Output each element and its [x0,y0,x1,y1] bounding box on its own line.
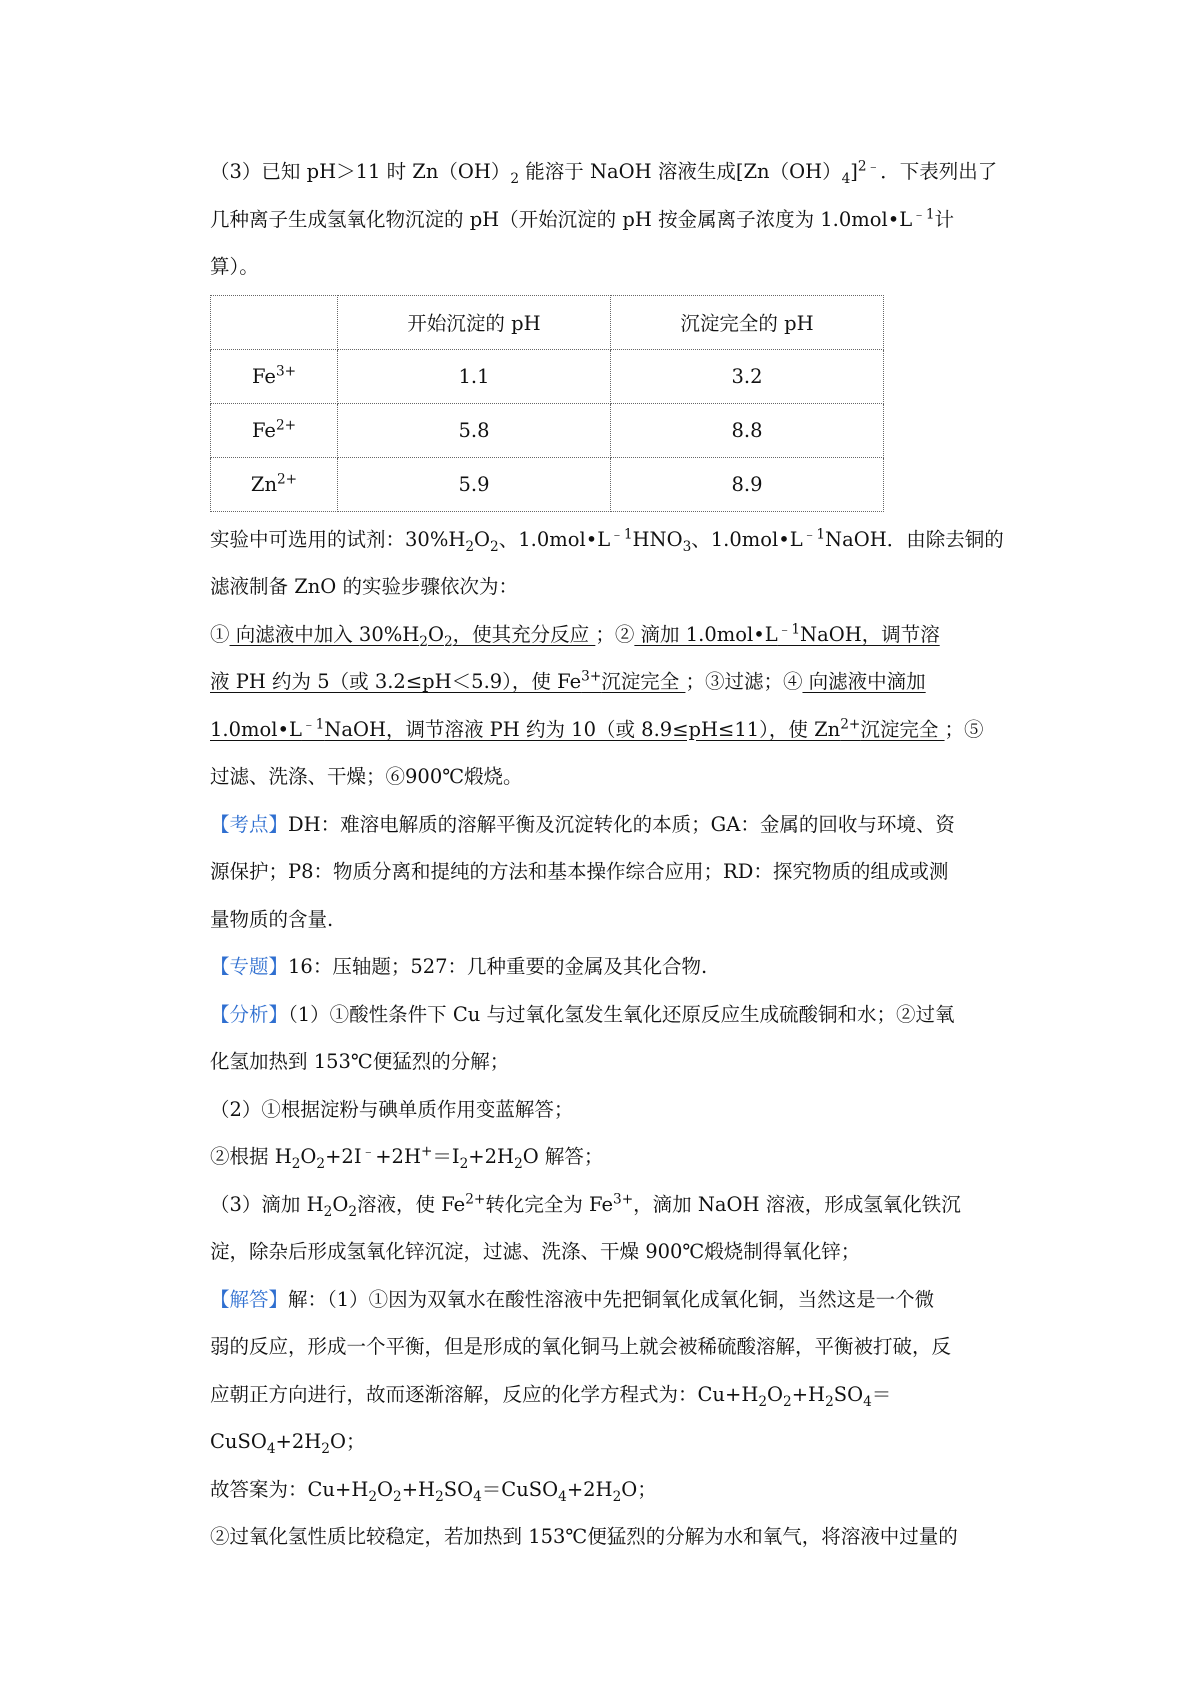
ion-charge: 2+ [277,471,298,487]
subscript: 2 [323,1203,333,1220]
subscript: 4 [558,1488,567,1505]
fenxi-line-1 [210,991,1022,1039]
superscript: 3+ [581,668,602,685]
text: ；⑤ [944,717,984,741]
superscript: + [420,1143,433,1160]
jieda-line-3 [210,1371,1022,1419]
kaodian-line-3 [210,896,1022,944]
subscript: 2 [419,633,428,650]
text: +2H [275,1430,322,1453]
start-ph-cell: 1.1 [338,349,611,403]
ion-symbol: Fe [251,364,276,388]
subscript: 2 [459,1155,469,1172]
ion-cell [211,457,338,511]
steps-line-4 [210,753,1022,801]
text: 过滤、洗涤、干燥；⑥900℃煅烧。 [210,765,523,788]
text: ．下表列出了 [880,160,998,183]
text: 故答案为：Cu+H [210,1477,369,1501]
superscript: 2+ [465,1191,486,1207]
superscript: ﹣1 [777,621,801,637]
text: 转化完全为 Fe [485,1192,614,1216]
text: O [377,1477,394,1501]
subscript: 2 [321,1440,330,1457]
subscript: 2 [490,538,499,555]
subscript: 2 [825,1393,834,1410]
fenxi-line-3 [210,1086,1022,1134]
subscript: 2 [368,1488,378,1505]
text: +2H [468,1145,515,1168]
text: 沉淀完全 [860,717,945,741]
jieda-line-2 [210,1323,1022,1371]
superscript: ﹣1 [802,526,826,542]
subscript: 2 [316,1155,326,1172]
section-tag: 【分析】 [210,1002,289,1026]
text: （2）①根据淀粉与碘单质作用变蓝解答； [210,1097,574,1121]
reagents-line-1 [210,516,1022,564]
text: +H [791,1382,826,1406]
text: 几种离子生成氢氧化物沉淀的 pH（开始沉淀的 pH 按金属离子浓度为 1.0mol•L [210,207,913,231]
fenxi-line-4 [210,1133,1022,1181]
text: 滤液制备 ZnO 的实验步骤依次为： [210,575,518,598]
ion-charge: 2+ [275,417,297,433]
text: 向滤液中加入 30%H [229,622,420,646]
text: （3）已知 pH＞11 时 Zn（OH） [210,160,511,183]
superscript: ﹣ [361,1143,376,1160]
subscript: 2 [514,1155,523,1172]
subscript: 4 [266,1440,276,1457]
intro-line-1 [210,148,1022,196]
kaodian-line-2 [210,848,1022,896]
start-ph-cell: 5.8 [338,403,611,457]
text: ②根据 H [210,1145,292,1168]
text: 实验中可选用的试剂：30%H [210,527,466,551]
zhuanti-line [210,943,1022,991]
jieda-line-4 [210,1418,1022,1466]
text: +2H [375,1145,421,1168]
text: 16：压轴题；527：几种重要的金属及其化合物. [288,955,708,978]
text: ＝I [432,1145,460,1168]
text: ，滴加 NaOH 溶液，形成氢氧化铁沉 [633,1192,961,1216]
text: O； [329,1430,366,1453]
fenxi-line-5 [210,1181,1022,1229]
subscript: 2 [348,1203,357,1220]
section-tag: 【解答】 [210,1287,289,1311]
table-header-cell [211,295,338,349]
superscript: 2﹣ [857,158,881,175]
subscript: 2 [435,1488,444,1505]
answer-blank [229,622,596,650]
intro-line-2 [210,196,1022,244]
text: ，使其充分反应 [452,622,596,646]
text: （3）滴加 H [210,1192,324,1216]
subscript: 2 [510,170,520,187]
document-page [210,148,1022,1561]
section-tag: 【考点】 [210,812,289,836]
reagents-line-2 [210,563,1022,611]
text: O [427,622,444,646]
text: 应朝正方向进行，故而逐渐溶解，反应的化学方程式为：Cu+H [210,1382,759,1406]
table-row [211,349,884,403]
text: NaOH，调节溶液 PH 约为 10（或 8.9≤pH≤11），使 Zn [324,717,841,741]
text: O 解答； [522,1145,604,1168]
text: 计 [934,207,955,231]
text: O [474,527,491,551]
text: 滴加 1.0mol•L [634,622,778,646]
section-tag: 【专题】 [210,955,289,978]
text: +2I [325,1145,362,1168]
kaodian-line-1 [210,801,1022,849]
answer-blank [210,670,685,693]
text: CuSO [210,1430,267,1453]
table-header-cell: 沉淀完全的 pH [611,295,884,349]
text: ① [210,622,230,646]
jieda-line-1 [210,1276,1022,1324]
text: ＝ [871,1382,892,1406]
text: ；③过滤；④ [685,670,803,693]
text: O [332,1192,349,1216]
text: 、1.0mol•L [498,527,611,551]
text: ＝CuSO [481,1477,559,1501]
text: 沉淀完全 [601,670,686,693]
ion-cell [211,349,338,403]
superscript: 3+ [613,1191,634,1207]
text: O； [621,1477,657,1501]
subscript: 2 [465,538,475,555]
text: ；② [595,622,635,646]
subscript: 2 [291,1155,301,1172]
text: NaOH．由除去铜的 [825,527,1004,551]
text: 化氢加热到 153℃便猛烈的分解； [210,1050,510,1073]
superscript: ﹣1 [610,526,633,542]
subscript: 2 [393,1488,402,1505]
fenxi-line-6 [210,1228,1022,1276]
subscript: 4 [841,170,851,187]
text: 源保护；P8：物质分离和提纯的方法和基本操作综合应用；RD：探究物质的组成或测 [210,860,949,883]
intro-line-3 [210,243,1022,291]
ion-cell [211,403,338,457]
text: 算）。 [210,255,259,278]
steps-line-2 [210,658,1022,706]
text: 液 PH 约为 5（或 3.2≤pH＜5.9），使 Fe [210,670,582,693]
subscript: 4 [473,1488,482,1505]
steps-line-3 [210,706,1022,754]
complete-ph-cell: 8.8 [611,403,884,457]
jieda-line-5 [210,1466,1022,1514]
text: +2H [566,1477,613,1501]
answer-blank [634,623,939,646]
ph-table [210,295,884,512]
text: 解：（1）①因为双氧水在酸性溶液中先把铜氧化成氧化铜，当然这是一个微 [288,1287,935,1311]
answer-blank: 向滤液中滴加 [802,670,926,693]
text: O [767,1382,784,1406]
answer-blank [210,718,945,741]
steps-line-1 [210,611,1022,659]
text: SO [833,1382,864,1406]
complete-ph-cell: 3.2 [611,349,884,403]
jieda-line-6 [210,1513,1022,1561]
text: NaOH，调节溶 [800,622,940,646]
table-row [211,457,884,511]
text: 1.0mol•L [210,717,302,741]
superscript: 2+ [840,716,861,732]
text: HNO [632,527,683,551]
text: 淀，除杂后形成氢氧化锌沉淀，过滤、洗涤、干燥 900℃煅烧制得氧化锌； [210,1240,861,1263]
text: 量物质的含量. [210,907,334,931]
fenxi-line-2 [210,1038,1022,1086]
text: 能溶于 NaOH 溶液生成[Zn（OH） [519,160,842,183]
ion-symbol: Fe [251,418,276,442]
complete-ph-cell: 8.9 [611,457,884,511]
subscript: 2 [758,1393,768,1410]
text: SO [443,1477,474,1501]
table-row [211,403,884,457]
superscript: ﹣1 [912,206,935,222]
text: DH：难溶电解质的溶解平衡及沉淀转化的本质；GA：金属的回收与环境、资 [288,812,955,836]
subscript: 2 [443,633,453,650]
ion-symbol: Zn [250,472,277,496]
subscript: 2 [783,1393,792,1410]
text: 、1.0mol•L [691,527,803,551]
subscript: 4 [863,1393,872,1410]
text: （1）①酸性条件下 Cu 与过氧化氢发生氧化还原反应生成硫酸铜和水；②过氧 [288,1002,955,1026]
start-ph-cell: 5.9 [338,457,611,511]
text: O [300,1145,317,1168]
superscript: ﹣1 [301,716,325,732]
table-header-row [211,295,884,349]
text: ] [850,160,858,183]
text: +H [401,1477,436,1501]
ion-charge: 3+ [275,363,297,379]
text: ②过氧化氢性质比较稳定，若加热到 153℃便猛烈的分解为水和氧气，将溶液中过量的 [210,1525,958,1548]
subscript: 2 [612,1488,622,1505]
text: 溶液，使 Fe [357,1192,466,1216]
text: 弱的反应，形成一个平衡，但是形成的氧化铜马上就会被稀硫酸溶解，平衡被打破，反 [210,1335,952,1358]
table-header-cell: 开始沉淀的 pH [338,295,611,349]
subscript: 3 [682,538,692,555]
